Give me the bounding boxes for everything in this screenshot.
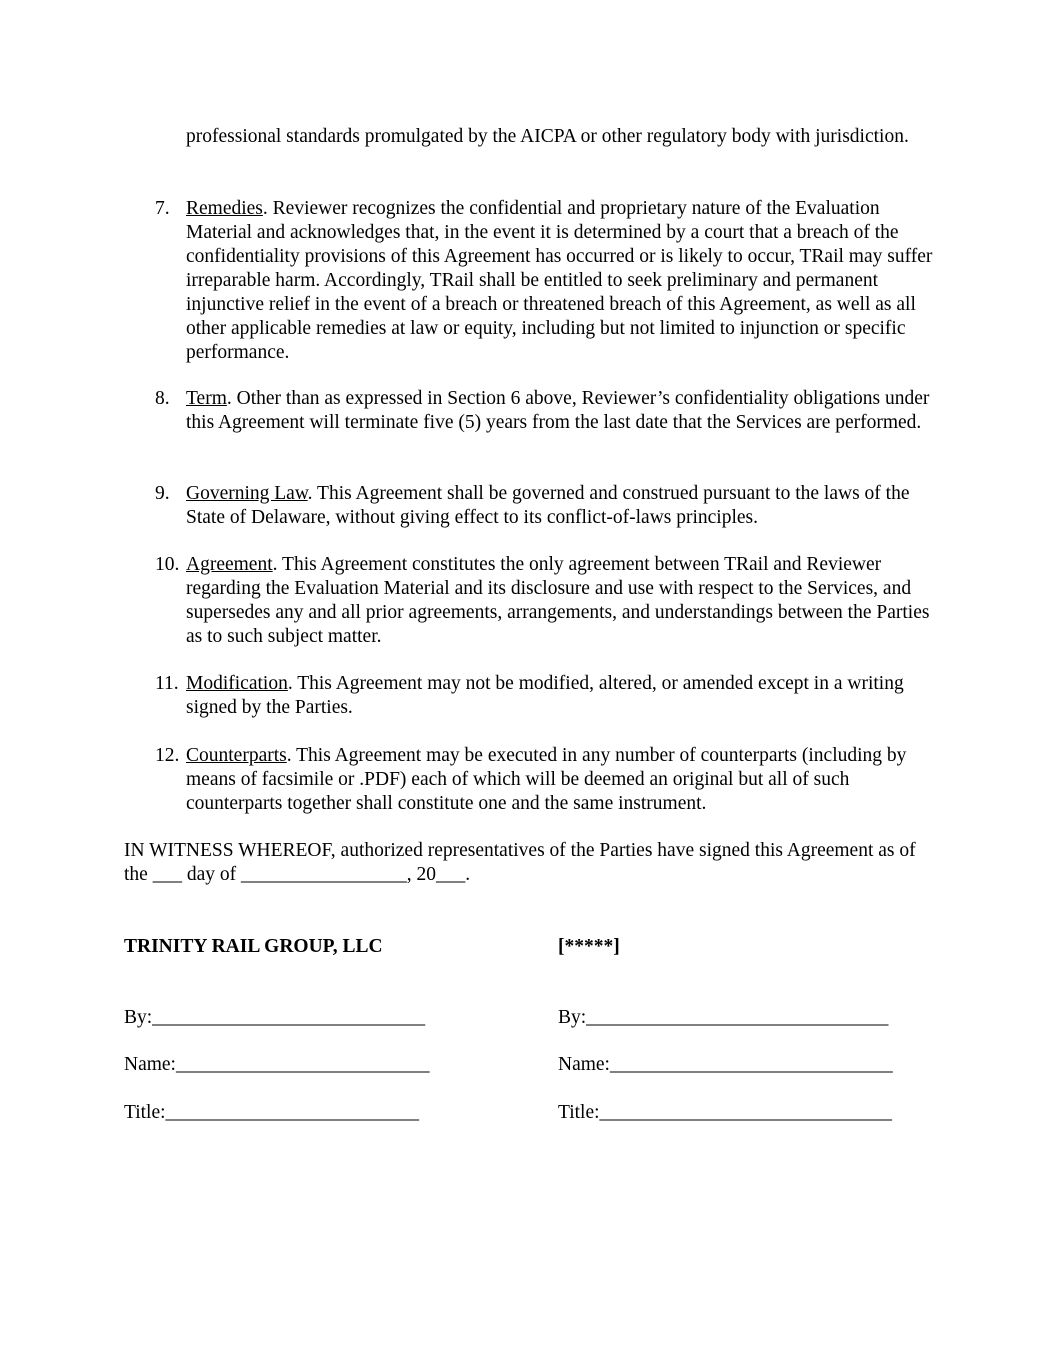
section-number: 8.: [155, 388, 170, 409]
left-title-line: Title:__________________________: [124, 1102, 420, 1123]
witness-paragraph: IN WITNESS WHEREOF, authorized representatives of the Parties have signed this Agreement as of the ___ day of _________________, 20___.: [124, 840, 916, 885]
right-title-line: Title:______________________________: [558, 1102, 893, 1123]
section-heading: Agreement: [186, 554, 273, 575]
section-heading: Governing Law: [186, 483, 308, 504]
section-remedies: [124, 197, 954, 365]
section-number: 11.: [155, 673, 179, 694]
left-party-name: TRINITY RAIL GROUP, LLC: [124, 936, 383, 957]
section-body: [186, 553, 946, 649]
right-by-line: By:_______________________________: [558, 1007, 889, 1028]
section-text: . This Agreement may be executed in any number of counterparts (including by means of facsimile or .PDF) each of which will be deemed an original but all of such counterparts together shall constitute one and the same instrument.: [186, 745, 907, 814]
section-modification: [124, 672, 954, 720]
section-term: [124, 387, 954, 435]
section-body: [186, 482, 946, 530]
left-by-line: By:____________________________: [124, 1007, 426, 1028]
right-party-name: [*****]: [558, 936, 620, 957]
section-heading: Term: [186, 388, 227, 409]
right-name-line: Name:_____________________________: [558, 1054, 893, 1075]
section-governing-law: [124, 482, 954, 530]
section-agreement: [124, 553, 954, 649]
section-text: . Other than as expressed in Section 6 above, Reviewer’s confidentiality obligations under this Agreement will terminate five (5) years from the last date that the Services are performed.: [186, 388, 930, 433]
continuation-paragraph: professional standards promulgated by the AICPA or other regulatory body with jurisdiction.: [186, 126, 909, 147]
section-counterparts: [124, 744, 954, 816]
section-body: [186, 387, 946, 435]
section-number: 7.: [155, 198, 170, 219]
left-name-line: Name:__________________________: [124, 1054, 430, 1075]
section-body: [186, 197, 946, 365]
section-heading: Modification: [186, 673, 288, 694]
section-body: [186, 744, 946, 816]
section-text: . Reviewer recognizes the confidential and proprietary nature of the Evaluation Material and acknowledges that, in the event it is determined by a court that a breach of the confidentiality provisions of this Agreement has occurred or is likely to occur, TRail may suffer irreparable harm. Accordingly, TRail shall be entitled to seek preliminary and permanent injunctive relief in the event of a breach or threatened breach of this Agreement, as well as all other applicable remedies at law or equity, including but not limited to injunction or specific performance.: [186, 198, 933, 363]
section-number: 10.: [155, 554, 180, 575]
section-text: . This Agreement shall be governed and construed pursuant to the laws of the State of Delaware, without giving effect to its conflict-of-laws principles.: [186, 483, 910, 528]
section-text: . This Agreement may not be modified, altered, or amended except in a writing signed by the Parties.: [186, 673, 904, 718]
section-heading: Remedies: [186, 198, 263, 219]
section-heading: Counterparts: [186, 745, 287, 766]
section-text: . This Agreement constitutes the only agreement between TRail and Reviewer regarding the Evaluation Material and its disclosure and use with respect to the Services, and supersedes any and all prior agreements, arrangements, and understandings between the Parties as to such subject matter.: [186, 554, 930, 647]
section-number: 12.: [155, 745, 180, 766]
section-number: 9.: [155, 483, 170, 504]
section-body: [186, 672, 946, 720]
